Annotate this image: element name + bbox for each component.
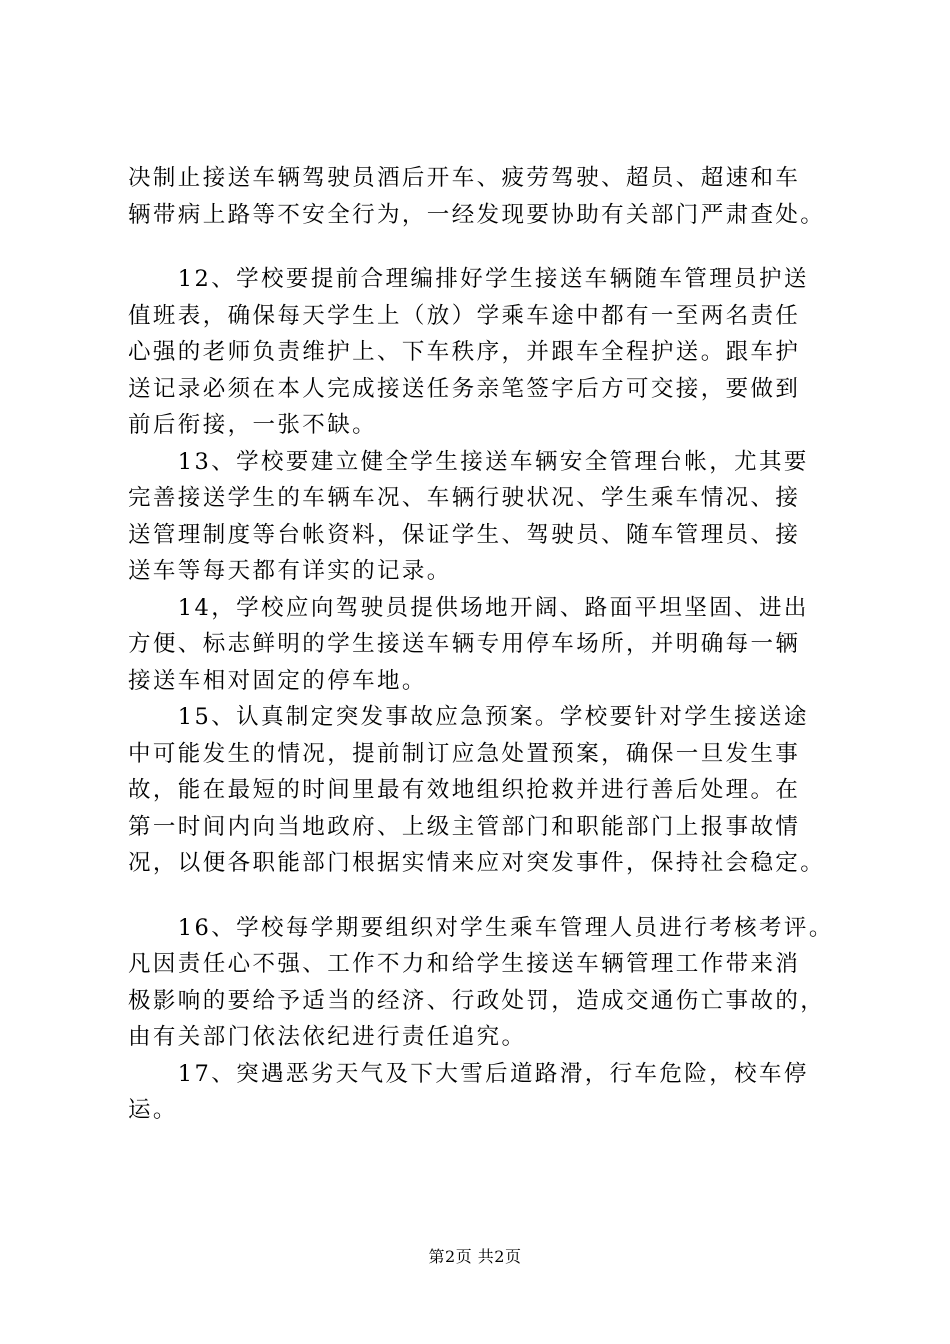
text-line: 极影响的要给予适当的经济、行政处罚，造成交通伤亡事故的， (128, 987, 826, 1014)
text-line: 15、认真制定突发事故应急预案。学校要针对学生接送途 (128, 704, 809, 730)
text-line: 送管理制度等台帐资料，保证学生、驾驶员、随车管理员、接 (128, 521, 801, 548)
document-body (128, 160, 840, 1129)
text-line: 17、突遇恶劣天气及下大雪后道路滑，行车危险，校车停 (128, 1060, 809, 1087)
text-line: 前后衔接，一张不缺。 (128, 412, 378, 438)
text-line: 决制止接送车辆驾驶员酒后开车、疲劳驾驶、超员、超速和车 (128, 165, 801, 191)
page-footer (0, 1244, 950, 1267)
text-line: 凡因责任心不强、工作不力和给学生接送车辆管理工作带来消 (128, 951, 801, 977)
text-line: 中可能发生的情况，提前制订应急处置预案，确保一旦发生事 (128, 740, 801, 767)
text-line: 13、学校要建立健全学生接送车辆安全管理台帐，尤其要 (128, 448, 809, 475)
text-line: 12、学校要提前合理编排好学生接送车辆随车管理员护送 (128, 266, 809, 292)
text-block-1 (128, 160, 840, 233)
text-line: 14，学校应向驾驶员提供场地开阔、路面平坦坚固、进出 (128, 594, 809, 621)
text-line: 接送车相对固定的停车地。 (128, 667, 427, 694)
text-line: 送记录必须在本人完成接送任务亲笔签字后方可交接，要做到 (128, 375, 801, 402)
text-line: 心强的老师负责维护上、下车秩序，并跟车全程护送。跟车护 (128, 339, 801, 365)
paragraph-gap (128, 882, 840, 910)
text-line: 16、学校每学期要组织对学生乘车管理人员进行考核考评。 (128, 914, 834, 941)
text-line: 辆带病上路等不安全行为，一经发现要协助有关部门严肃查处。 (128, 201, 826, 228)
page-number-label: 第2页 共2页 (428, 1247, 522, 1266)
text-line: 完善接送学生的车辆车况、车辆行驶状况、学生乘车情况、接 (128, 485, 801, 511)
text-line: 值班表，确保每天学生上（放）学乘车途中都有一至两名责任 (128, 302, 801, 329)
text-line: 况，以便各职能部门根据实情来应对突发事件，保持社会稳定。 (128, 850, 826, 876)
text-line: 故，能在最短的时间里最有效地组织抢救并进行善后处理。在 (128, 777, 801, 803)
text-line: 第一时间内向当地政府、上级主管部门和职能部门上报事故情 (128, 813, 801, 840)
text-line: 运。 (128, 1097, 178, 1123)
paragraph-gap (128, 233, 840, 261)
text-line: 由有关部门依法依纪进行责任追究。 (128, 1024, 527, 1050)
text-block-3 (128, 910, 840, 1129)
text-line: 送车等每天都有详实的记录。 (128, 558, 452, 584)
text-line: 方便、标志鲜明的学生接送车辆专用停车场所，并明确每一辆 (128, 631, 801, 657)
text-block-2 (128, 261, 840, 882)
